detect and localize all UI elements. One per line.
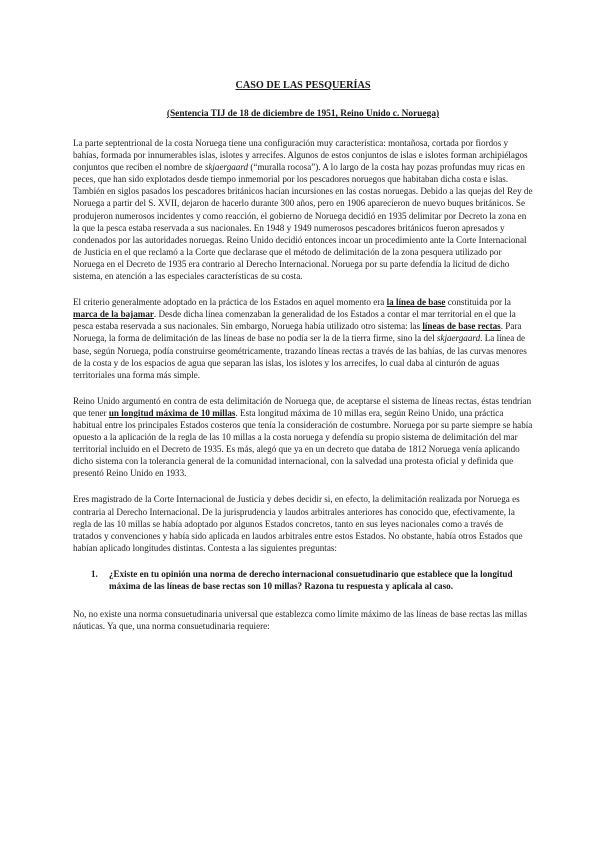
emphasis-term: líneas de base rectas: [422, 321, 501, 332]
document-body: [73, 80, 533, 646]
document-title: CASO DE LAS PESQUERÍAS: [235, 80, 371, 91]
text-run: (“muralla rocosa”). A lo largo de la costa hay pozas profundas muy ricas en peces, que han sido explotados desde tiempo inmemorial por los pescadores noruegos que habitaban dicha costa e islas. También en siglos pasados los pescadores británicos hacían incursiones en las costas noruegas. Debido a las quejas del Rey de Noruega a partir del S. XVII, dejaron de hacerlo durante 300 años, pero en 1906 aparecieron de nuevo buques británicos. Se produjeron numerosos incidentes y como reacción, el gobierno de Noruega decidió en 1935 delimitar por Decreto la zona en la que la pesca estaba reservada a sus nacionales. En 1948 y 1949 numerosos pescadores británicos fueron apresados y condenados por las autoridades noruegas. Reino Unido decidió entonces incoar un procedimiento ante la Corte Internacional de Justicia en el que reclamó a la Corte que declarase que el método de delimitación de la zona pesquera utilizado por Noruega en el Decreto de 1935 era contrario al Derecho Internacional. Noruega por su parte defendía la licitud de dicho sistema, en atención a las especiales características de su costa.: [73, 162, 533, 282]
emphasis-term: marca de la bajamar: [73, 309, 154, 320]
text-run: constituida por la: [445, 297, 511, 308]
question-text: ¿Existe en tu opinión una norma de derecho internacional consuetudinario que establece que la longitud máxima de las líneas de base rectas son 10 millas? Razona tu respuesta y aplícala al caso.: [109, 568, 513, 591]
text-run: . La línea de base, según Noruega, podía construirse geométricamente, trazando líneas rectas a través de las bahías, de las curvas menores de la costa y de los espacios de agua que separan las islas, los islotes y los arrecifes, lo cual daba al cinturón de aguas territoriales una forma más simple.: [73, 333, 527, 380]
paragraph-answer: No, no existe una norma consuetudinaria universal que establezca como límite máximo de las líneas de base rectas las millas náuticas. Ya que, una norma consuetudinaria requiere:: [73, 609, 528, 632]
question-number: 1.: [91, 568, 98, 579]
paragraph-facts: [73, 137, 533, 282]
text-run: . Desde dicha línea comenzaban la generalidad de los Estados a contar el mar territorial en el que la pesca estaba reservada a sus nacionales. Sin embargo, Noruega había utilizado otro sistema: las: [73, 309, 516, 332]
question-item: [73, 568, 533, 592]
paragraph-uk-argument: [73, 395, 533, 480]
text-run: El criterio generalmente adoptado en la práctica de los Estados en aquel momento era: [73, 297, 387, 308]
document-subtitle: (Sentencia TIJ de 18 de diciembre de 1951, Reino Unido c. Noruega): [166, 109, 440, 119]
text-run: . Para Noruega, la forma de delimitación de las líneas de base no podía ser la de la tierra firme, sino la del: [73, 321, 522, 344]
italic-term: skjaergaard: [204, 162, 249, 173]
emphasis-term: la línea de base: [386, 297, 446, 308]
text-run: Reino Unido argumentó en contra de esta delimitación de Noruega que, de aceptarse el sistema de líneas rectas, éstas tendrían que tener: [73, 395, 532, 418]
paragraph-instructions: Eres magistrado de la Corte Internacional de Justicia y debes decidir si, en efecto, la delimitación realizada por Noruega es contraria al Derecho Internacional. De la jurisprudencia y laudos arbitrales anteriores has conocido que, efectivamente, la regla de las 10 millas se había adoptado por algunos Estados concretos, tanto en sus leyes nacionales como a través de tratados y convenciones y había sido aplicada en laudos arbitrales entre estos Estados. No obstante, había otros Estados que habían aplicado longitudes distintas. Contesta a las siguientes preguntas:: [73, 494, 523, 553]
paragraph-baseline-criteria: [73, 296, 533, 381]
emphasis-term: un longitud máxima de 10 millas: [108, 407, 236, 418]
text-run: La parte septentrional de la costa Noruega tiene una configuración muy característica: montañosa, cortada por fiordos y bahías, formada por innumerables islas, islotes y arrecifes. Algunos de estos conjuntos de islas e islotes forman archipiélagos conjuntos que reciben el nombre de: [73, 138, 528, 173]
text-run: . Esta longitud máxima de 10 millas era, según Reino Unido, una práctica habitual entre los principales Estados costeros que tenía la consideración de costumbre. Noruega por su parte siempre se había opuesto a la aplicación de la regla de las 10 millas a la costa noruega y defendía su propio sistema de delimitación del mar territorial incluido en el Decreto de 1935. Es más, alegó que ya en un decreto que databa de 1812 Noruega venía aplicando dicho sistema con la tolerancia general de la comunidad internacional, con la salvedad una protesta oficial y definida que presentó Reino Unido en 1933.: [73, 407, 533, 479]
italic-term: skjaergaard: [436, 333, 481, 344]
